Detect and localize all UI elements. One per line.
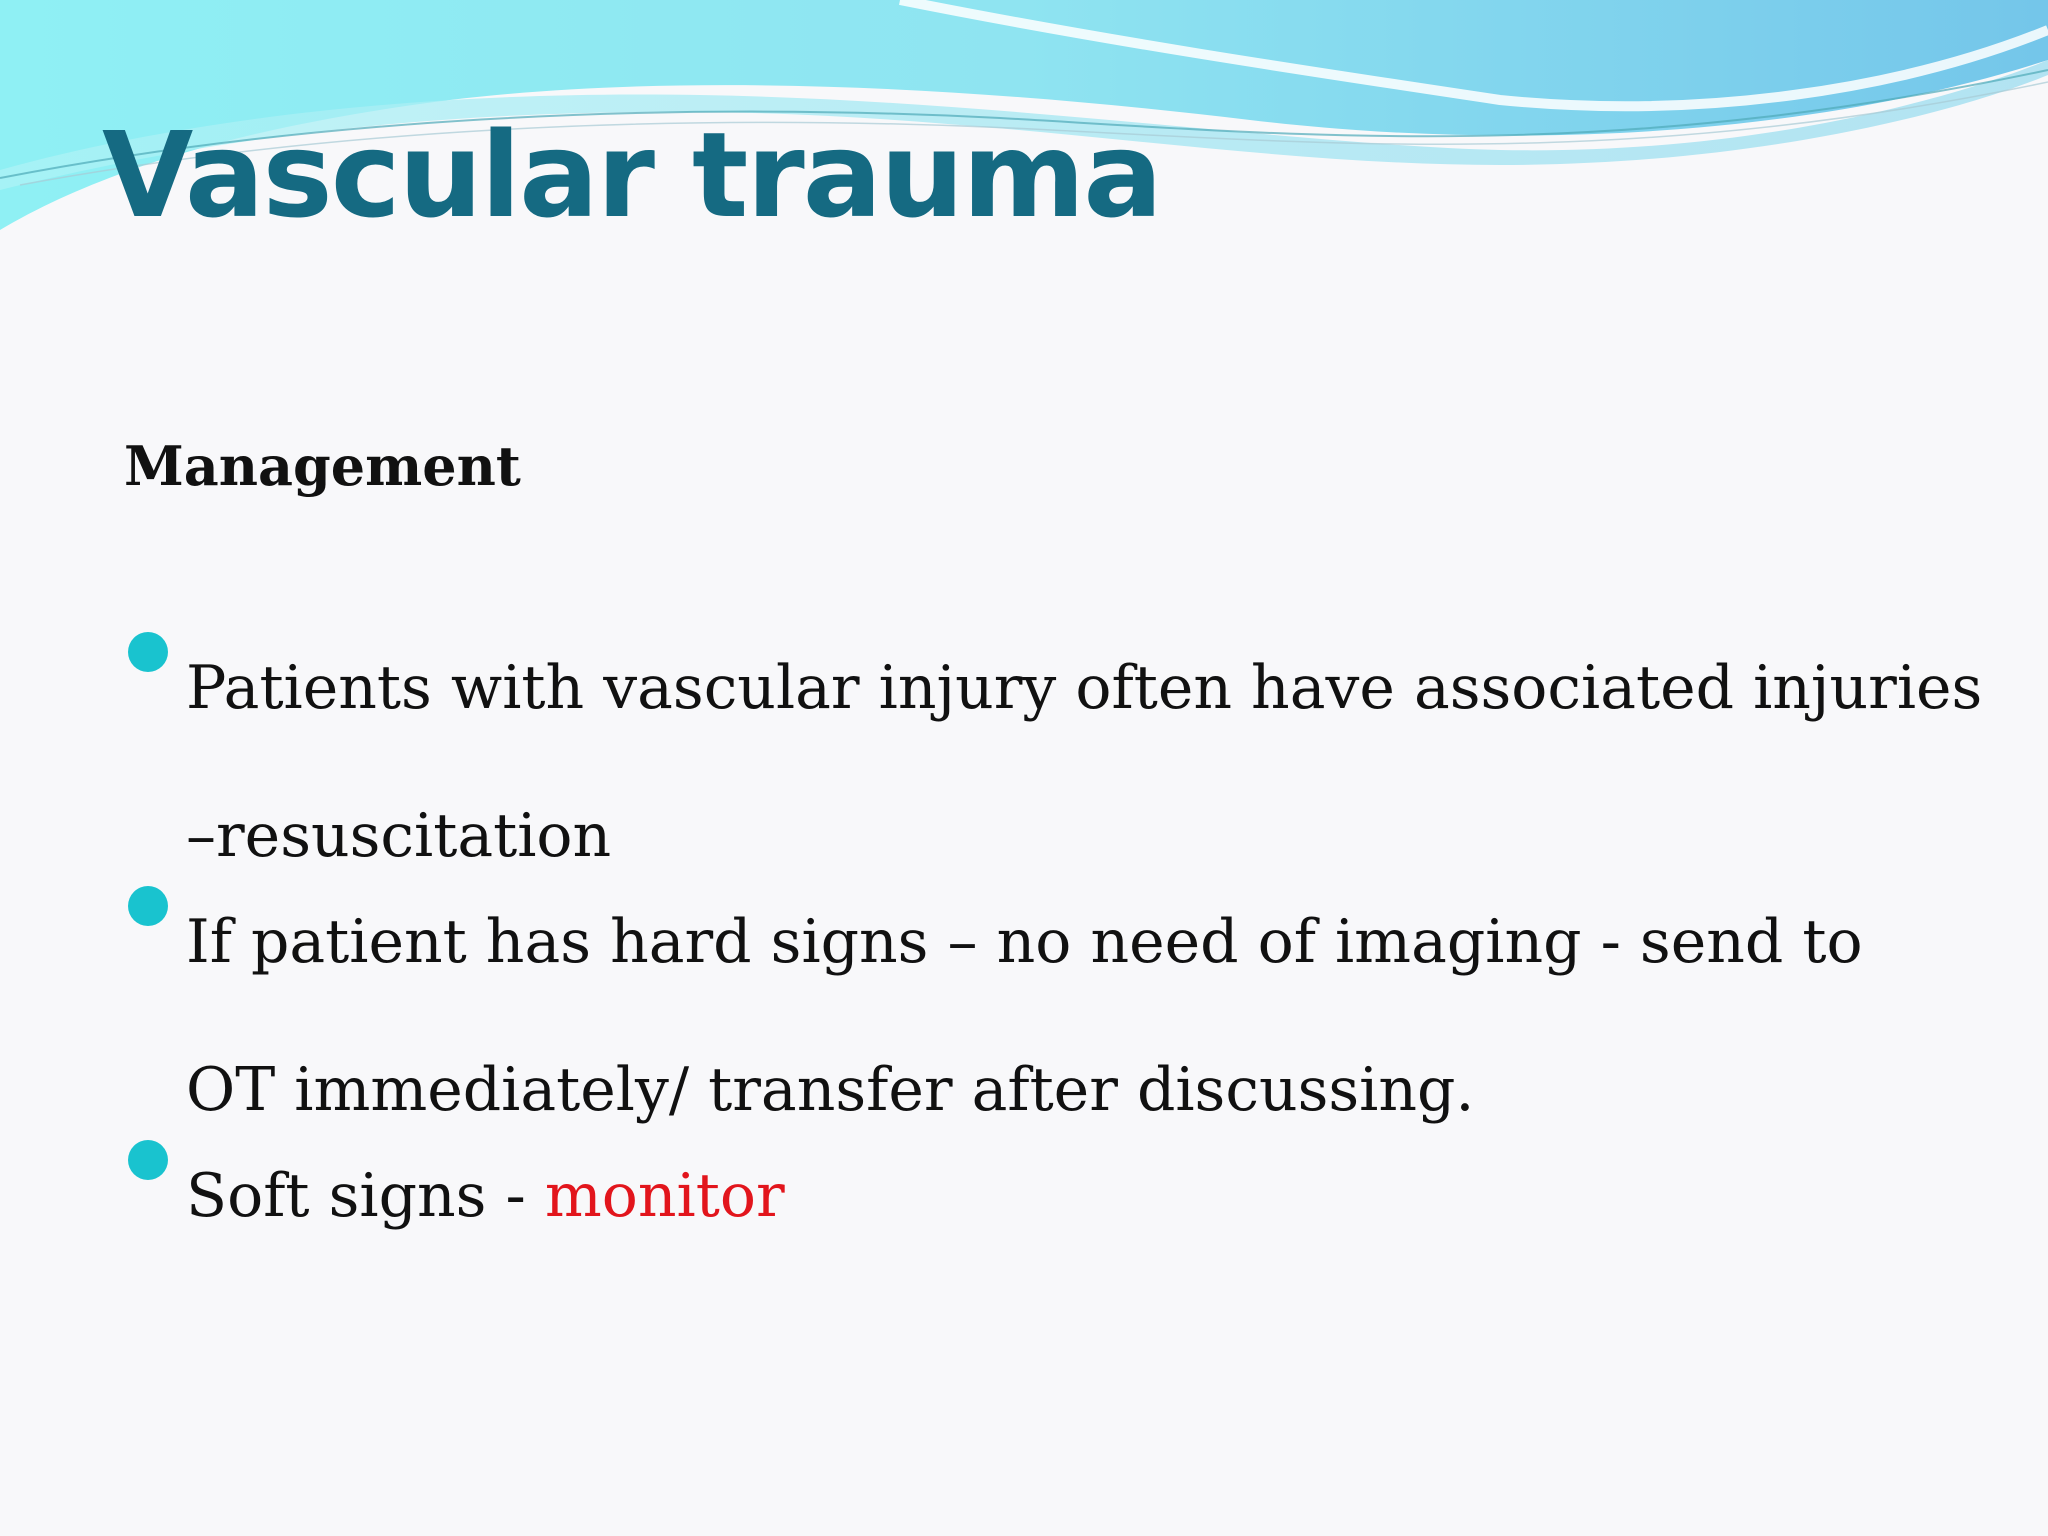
- section-subheading: Management: [124, 434, 521, 498]
- slide-title: Vascular trauma: [102, 106, 1161, 244]
- bullet-list: [128, 653, 2008, 1286]
- highlight-text: monitor: [544, 1161, 785, 1231]
- bullet-text: [186, 1122, 2008, 1270]
- bullet-text: [186, 614, 2008, 910]
- bullet-line: [186, 1122, 2008, 1270]
- bullet-dot-icon: [128, 1140, 168, 1180]
- bullet-item-hard-signs: [128, 868, 2008, 1164]
- bullet-item-associated-injuries: [128, 614, 2008, 910]
- bullet-text: [186, 868, 2008, 1164]
- bullet-line: Patients with vascular injury often have associated injuries: [186, 653, 1983, 723]
- bullet-line: OT immediately/ transfer after discussing.: [186, 1055, 1475, 1125]
- bullet-line: If patient has hard signs – no need of imaging - send to: [186, 907, 1863, 977]
- bullet-item-soft-signs: [128, 1122, 2008, 1270]
- bullet-dot-icon: [128, 886, 168, 926]
- bullet-dot-icon: [128, 632, 168, 672]
- bullet-prefix-text: Soft signs -: [186, 1161, 545, 1231]
- bullet-line: –resuscitation: [186, 801, 612, 871]
